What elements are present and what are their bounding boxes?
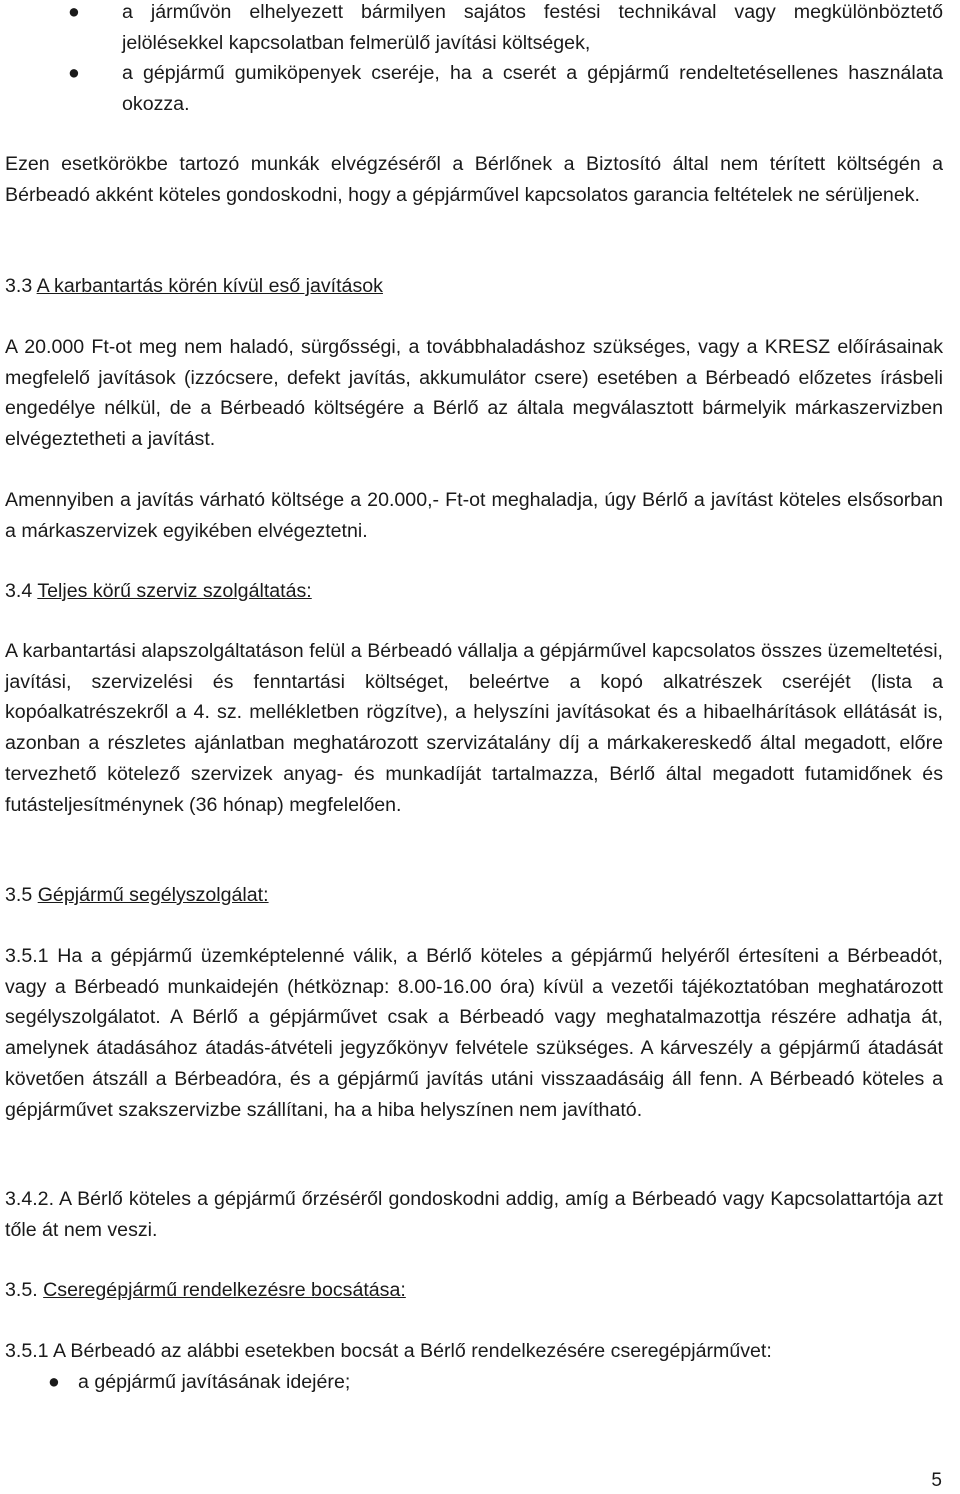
section-number: 3.5 [5,884,38,906]
list-item-text: a járművön elhelyezett bármilyen sajátos festési technikával vagy megkülönböztető jelölésekkel kapcsolatban felmerülő javítási költségek, [122,1,943,54]
section-title: Cseregépjármű rendelkezésre bocsátása: [43,1279,406,1301]
list-item-text: a gépjármű gumiköpenyek cseréje, ha a cserét a gépjármű rendeltetésellenes használata okozza. [122,62,943,116]
list-item [5,0,943,58]
bullet-icon: ● [68,1,80,23]
paragraph-3-3-b: Amennyiben a javítás várható költsége a 20.000,- Ft-ot meghaladja, úgy Bérlő a javítást köteles elsősorban a márkaszervizek egyikében elvégeztetni. [5,489,943,542]
page-number: 5 [931,1470,942,1491]
section-heading-3-3 [5,271,943,302]
paragraph-ezen: Ezen esetkörökbe tartozó munkák elvégzéséről a Bérlőnek a Biztosító által nem térített költségén a Bérbeadó akként köteles gondoskodni, hogy a gépjárművel kapcsolatos garancia feltételek ne sérüljenek. [5,153,943,206]
section-heading-3-5 [5,880,943,911]
section-title: A karbantartás körén kívül eső javítások [36,275,383,297]
bullet-list-top [5,0,943,120]
paragraph-3-4-2: 3.4.2. A Bérlő köteles a gépjármű őrzéséről gondoskodni addig, amíg a Bérbeadó vagy Kapcsolattartója azt tőle át nem veszi. [5,1188,943,1241]
section-title: Teljes körű szerviz szolgáltatás: [37,580,312,602]
bullet-list-bottom [5,1367,943,1398]
list-item [5,58,943,119]
paragraph-3-5-1: 3.5.1 Ha a gépjármű üzemképtelenné válik, a Bérlő köteles a gépjármű helyéről értesíteni a Bérbeadót, vagy a Bérbeadó munkaidején (hétköznap: 8.00-16.00 óra) kívül a vezetői tájékoztatóban meghatározott segélyszolgálatot. A Bérlő a gépjárművet csak a Bérbeadó vagy meghatalmazottja részére adhatja át, amelynek átadásához átadás-átvételi jegyzőkönyv felvétele szükséges. A kárveszély a gépjármű átadását követően átszáll a Bérbeadóra, és a gépjármű javítás utáni visszaadásáig áll fenn. A Bérbeadó köteles a gépjárművet szakszervizbe szállítani, ha a hiba helyszínen nem javítható. [5,945,943,1121]
bullet-icon: ● [48,1371,60,1393]
list-item-text: a gépjármű javításának idejére; [78,1371,351,1393]
paragraph-3-5-1b: 3.5.1 A Bérbeadó az alábbi esetekben bocsát a Bérlő rendelkezésére cseregépjárművet: [5,1340,772,1362]
section-number: 3.3 [5,275,37,297]
section-number: 3.4 [5,580,38,602]
bullet-icon: ● [68,62,80,85]
paragraph-3-3-a: A 20.000 Ft-ot meg nem haladó, sürgősségi, a továbbhaladáshoz szükséges, vagy a KRESZ előírásainak megfelelő javítások (izzócsere, defekt javítás, akkumulátor csere) esetében a Bérbeadó előzetes írásbeli engedélye nélkül, de a Bérbeadó költségére a Bérlő az általa megválasztott bármelyik márkaszervizben elvégeztetheti a javítást. [5,336,943,451]
section-number: 3.5. [5,1279,44,1301]
paragraph-3-4: A karbantartási alapszolgáltatáson felül a Bérbeadó vállalja a gépjárművel kapcsolatos összes üzemeltetési, javítási, szervizelési és fenntartási költséget, beleértve a kopó alkatrészek cseréjét (lista a kopóalkatrészekről a 4. sz. mellékletben rögzítve), a helyszíni javításokat és a hibaelhárítások ellátását is, azonban a részletes ajánlatban meghatározott szervizátalány díj a márkakereskedő által megadott, előre tervezhető kötelező szervizek anyag- és munkadíját tartalmazza, Bérlő által megadott futamidőnek és futásteljesítménynek (36 hónap) megfelelően. [5,640,943,816]
section-title: Gépjármű segélyszolgálat: [37,884,269,906]
list-item [5,1367,943,1398]
section-heading-3-4 [5,576,943,607]
section-heading-3-5b [5,1275,943,1306]
